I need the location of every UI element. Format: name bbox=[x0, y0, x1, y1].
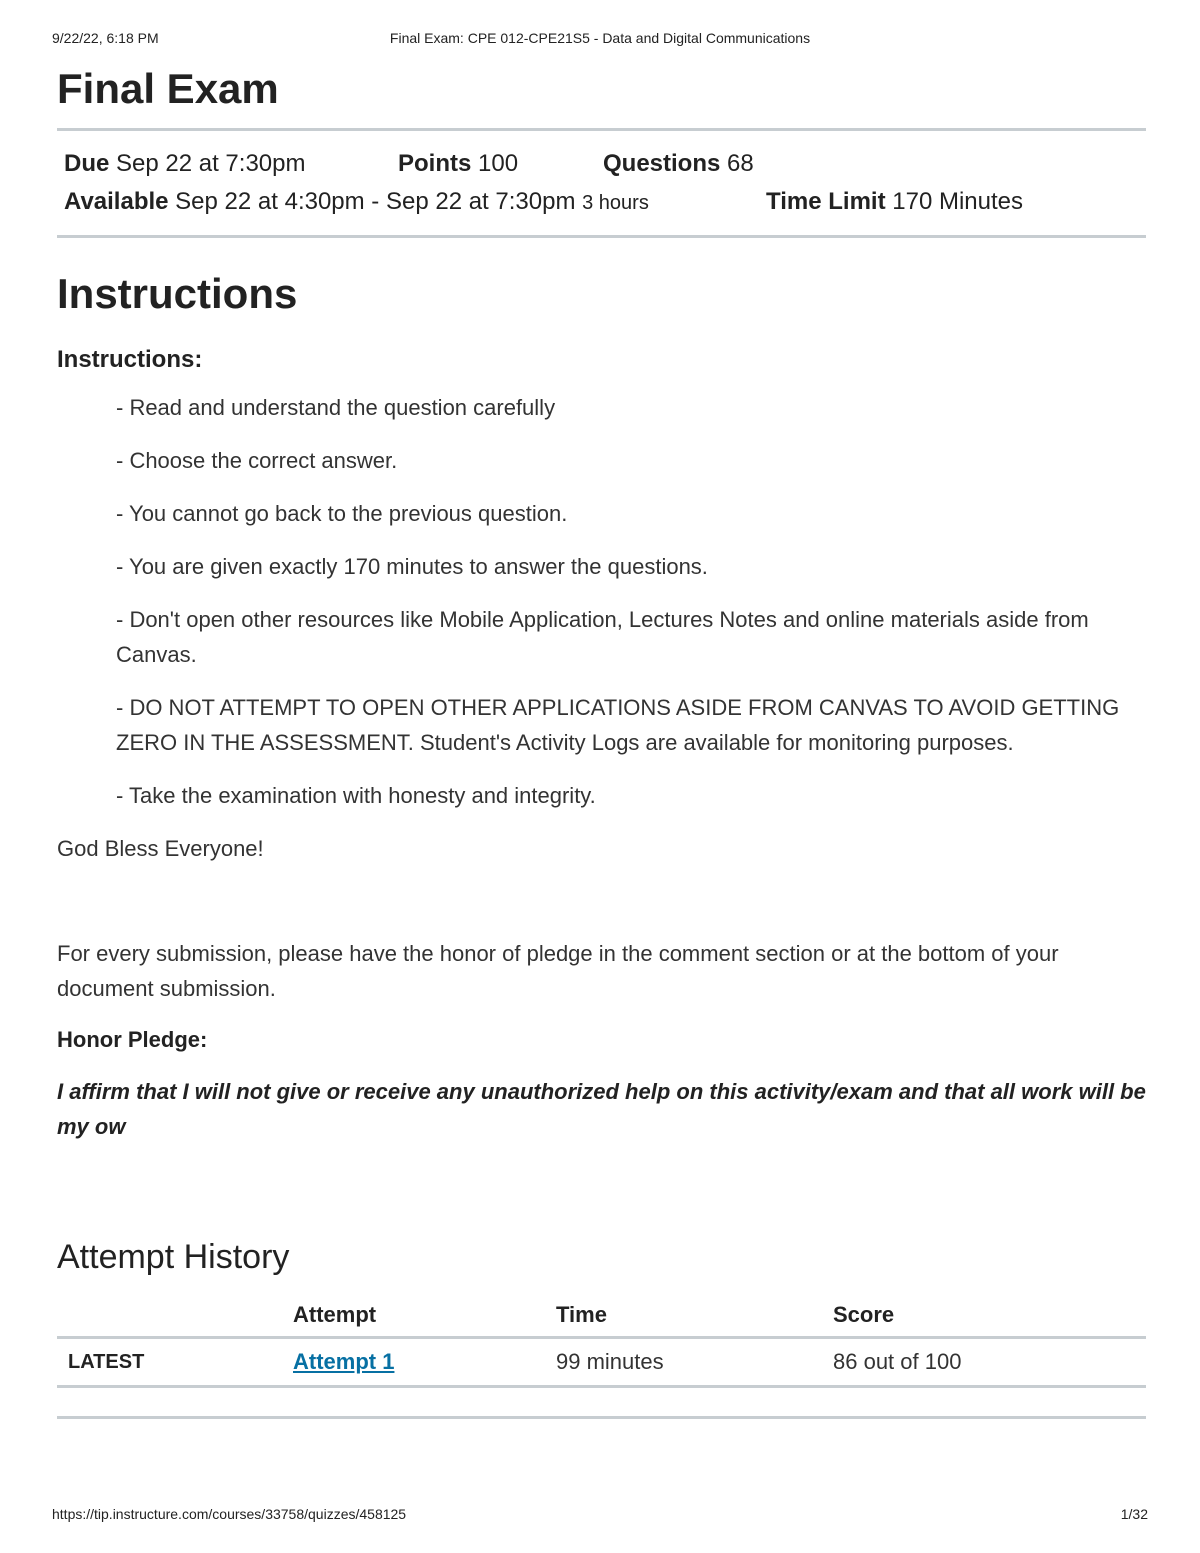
attempt-history-heading: Attempt History bbox=[57, 1238, 290, 1276]
instructions-list bbox=[116, 390, 1146, 813]
attempt-1-link[interactable]: Attempt 1 bbox=[293, 1349, 395, 1374]
available-value: Sep 22 at 4:30pm - Sep 22 at 7:30pm bbox=[175, 188, 576, 215]
quiz-content bbox=[57, 62, 1146, 1419]
questions-info bbox=[603, 145, 754, 183]
submission-note: For every submission, please have the honor of pledge in the comment section or at the bottom of your document submission. bbox=[57, 941, 1059, 1001]
list-item: - Take the examination with honesty and integrity. bbox=[116, 783, 596, 808]
column-header-score: Score bbox=[833, 1302, 895, 1327]
attempt-cell bbox=[293, 1338, 556, 1387]
questions-label: Questions bbox=[603, 150, 721, 177]
list-item: - Don't open other resources like Mobile Application, Lectures Notes and online materials aside from Canvas. bbox=[116, 607, 1089, 667]
divider bbox=[57, 235, 1146, 238]
due-info bbox=[64, 145, 305, 183]
points-value: 100 bbox=[478, 150, 519, 177]
table-header-row bbox=[57, 1300, 1146, 1338]
honor-pledge-label: Honor Pledge: bbox=[57, 1027, 208, 1052]
score-cell: 86 out of 100 bbox=[833, 1349, 962, 1374]
blessing-text: God Bless Everyone! bbox=[57, 836, 264, 861]
points-info bbox=[398, 145, 518, 183]
time-limit-value: 170 Minutes bbox=[892, 188, 1023, 215]
available-info bbox=[64, 183, 649, 222]
instructions-subheading: Instructions: bbox=[57, 346, 203, 373]
time-cell: 99 minutes bbox=[556, 1349, 664, 1374]
page-title: Final Exam bbox=[57, 65, 279, 112]
column-header-blank bbox=[57, 1300, 293, 1338]
column-header-time: Time bbox=[556, 1302, 607, 1327]
print-doc-title: Final Exam: CPE 012-CPE21S5 - Data and Digital Communications bbox=[389, 30, 811, 46]
list-item: - Choose the correct answer. bbox=[116, 448, 398, 473]
print-footer bbox=[52, 1506, 1148, 1524]
time-limit-label: Time Limit bbox=[766, 188, 886, 215]
due-value: Sep 22 at 7:30pm bbox=[116, 150, 306, 177]
divider bbox=[57, 1416, 1146, 1419]
attempt-history-table bbox=[57, 1300, 1146, 1388]
honor-pledge-text: I affirm that I will not give or receive any unauthorized help on this activity/exam and that all work will be my ow bbox=[57, 1079, 1146, 1139]
quiz-details bbox=[57, 131, 1146, 235]
page-number: 1/32 bbox=[1120, 1506, 1148, 1522]
details-row-1 bbox=[64, 145, 1146, 183]
time-limit-info bbox=[766, 183, 1023, 221]
list-item: - DO NOT ATTEMPT TO OPEN OTHER APPLICATIONS ASIDE FROM CANVAS TO AVOID GETTING ZERO IN THE ASSESSMENT. Student's Activity Logs are available for monitoring purposes. bbox=[116, 695, 1120, 755]
available-duration: 3 hours bbox=[582, 192, 649, 214]
points-label: Points bbox=[398, 150, 472, 177]
list-item: - You are given exactly 170 minutes to answer the questions. bbox=[116, 554, 708, 579]
table-row bbox=[57, 1338, 1146, 1387]
print-url: https://tip.instructure.com/courses/33758/quizzes/458125 bbox=[52, 1506, 407, 1522]
print-date: 9/22/22, 6:18 PM bbox=[52, 30, 159, 46]
instructions-heading: Instructions bbox=[57, 270, 298, 317]
questions-value: 68 bbox=[727, 150, 754, 177]
due-label: Due bbox=[64, 150, 110, 177]
details-row-2 bbox=[64, 183, 1146, 221]
latest-label: LATEST bbox=[68, 1350, 145, 1373]
available-label: Available bbox=[64, 188, 169, 215]
print-header bbox=[52, 30, 1148, 48]
column-header-attempt: Attempt bbox=[293, 1302, 377, 1327]
list-item: - Read and understand the question carefully bbox=[116, 395, 556, 420]
list-item: - You cannot go back to the previous question. bbox=[116, 501, 568, 526]
